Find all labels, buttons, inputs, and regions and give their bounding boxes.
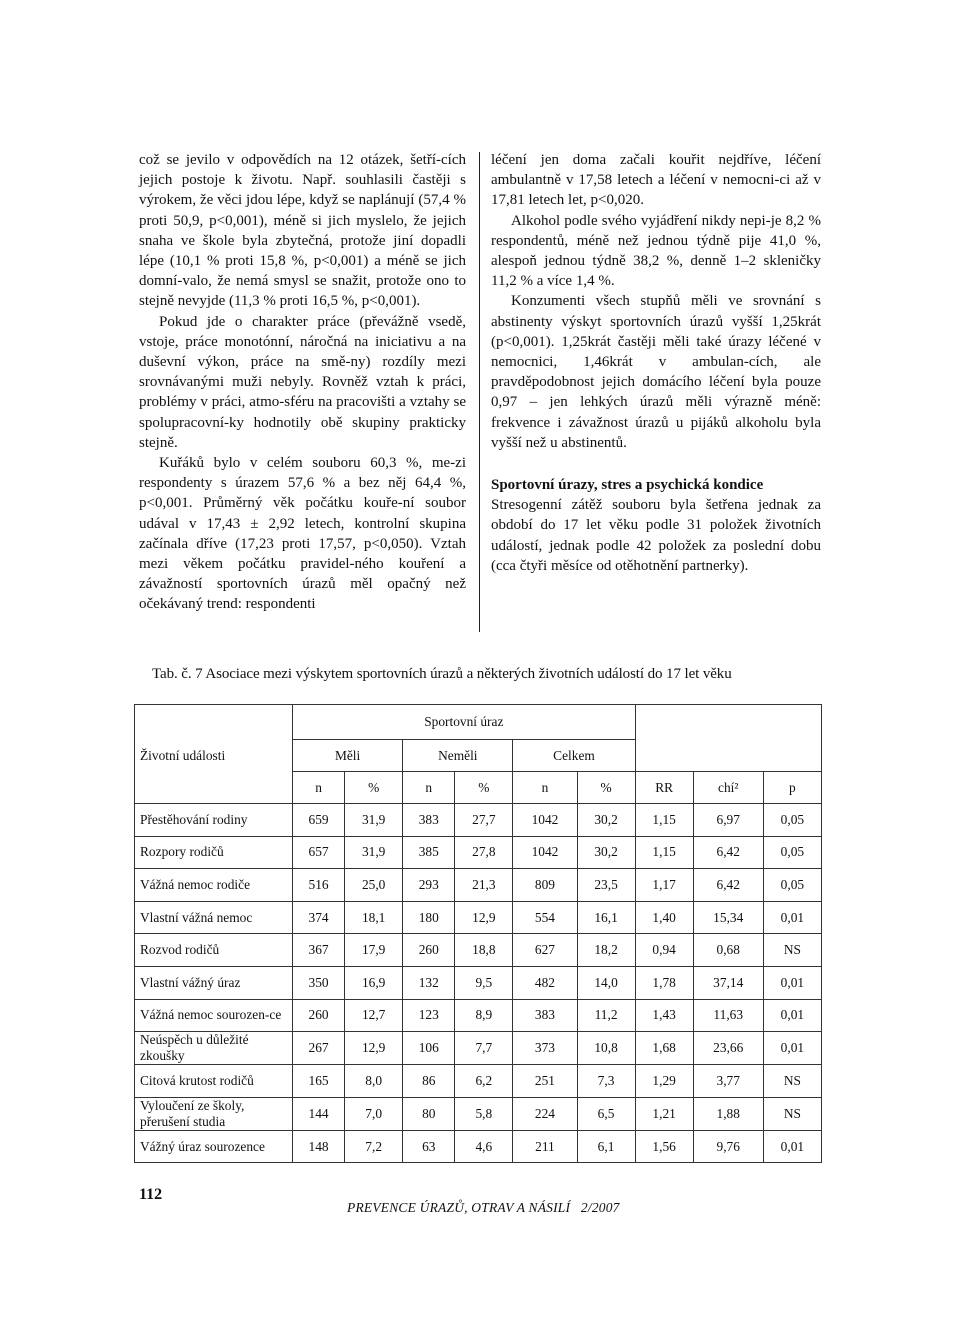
journal-footer: PREVENCE ÚRAZŮ, OTRAV A NÁSILÍ 2/2007 <box>347 1200 620 1215</box>
value-cell: 385 <box>403 836 455 869</box>
value-cell: 267 <box>293 1032 345 1065</box>
event-cell: Vážná nemoc rodiče <box>135 869 293 902</box>
empty-header-cell <box>135 705 293 740</box>
value-cell: 31,9 <box>345 836 403 869</box>
column-header: % <box>577 772 635 804</box>
value-cell: 482 <box>513 966 577 999</box>
table-row <box>135 934 822 967</box>
value-cell: 80 <box>403 1097 455 1130</box>
value-cell: 12,9 <box>345 1032 403 1065</box>
value-cell: 1,56 <box>635 1130 693 1163</box>
event-cell: Vyloučení ze školy, přerušení studia <box>135 1097 293 1130</box>
table-row <box>135 869 822 902</box>
value-cell: 132 <box>403 966 455 999</box>
column-header: % <box>455 772 513 804</box>
value-cell: 0,05 <box>763 804 821 837</box>
value-cell: 37,14 <box>693 966 763 999</box>
value-cell: 23,5 <box>577 869 635 902</box>
value-cell: 30,2 <box>577 804 635 837</box>
value-cell: 0,05 <box>763 836 821 869</box>
paragraph: Konzumenti všech stupňů měli ve srovnání s abstinenty výskyt sportovních úrazů vyšší 1,25krát (p<0,001). 1,25krát častěji měli také úrazy léčené v nemocnici, 1,46krát v ambulan-cích, ale pravděpodobnost jejich domácího léčení byla pouze 0,97 – jen lehkých úrazů měli výrazně méně: frekvence i závažnost úrazů u pijáků alkoholu byla vyšší než u abstinentů. <box>491 293 821 451</box>
value-cell: 30,2 <box>577 836 635 869</box>
section-heading: Sportovní úrazy, stres a psychická kondice <box>491 477 764 494</box>
value-cell: 12,7 <box>345 999 403 1032</box>
value-cell: 627 <box>513 934 577 967</box>
value-cell: 27,7 <box>455 804 513 837</box>
value-cell: 15,34 <box>693 901 763 934</box>
paragraph: Kuřáků bylo v celém souboru 60,3 %, me-zi respondenty s úrazem 57,6 % a bez něj 64,4 %, p<0,001. Průměrný věk počátku kouře-ní soubor udával v 17,43 ± 2,92 letech, kontrolní skupina začínala dříve (17,23 proti 17,57, p<0,050). Vztah mezi věkem počátku pravidel-ného kouření a závažností sportovních úrazů měl opačný než očekávaný trend: respondenti <box>139 455 466 613</box>
value-cell: 7,3 <box>577 1065 635 1098</box>
value-cell: 1,21 <box>635 1097 693 1130</box>
event-cell: Rozvod rodičů <box>135 934 293 967</box>
event-cell: Citová krutost rodičů <box>135 1065 293 1098</box>
group-header: Sportovní úraz <box>293 705 636 740</box>
value-cell: 4,6 <box>455 1130 513 1163</box>
value-cell: 251 <box>513 1065 577 1098</box>
value-cell: 0,01 <box>763 999 821 1032</box>
value-cell: NS <box>763 1097 821 1130</box>
table-row <box>135 804 822 837</box>
column-header: chí² <box>693 772 763 804</box>
column-header: n <box>293 772 345 804</box>
column-header: n <box>403 772 455 804</box>
value-cell: 27,8 <box>455 836 513 869</box>
value-cell: 260 <box>403 934 455 967</box>
value-cell: 383 <box>403 804 455 837</box>
paragraph: Stresogenní zátěž souboru byla šetřena jednak za období do 17 let věku podle 31 položek životních událostí, jednak podle 42 položek za poslední dobu (cca čtyři měsíce od otěhotnění partnerky). <box>491 497 821 574</box>
value-cell: 0,01 <box>763 966 821 999</box>
value-cell: 350 <box>293 966 345 999</box>
value-cell: 10,8 <box>577 1032 635 1065</box>
value-cell: 8,0 <box>345 1065 403 1098</box>
value-cell: 383 <box>513 999 577 1032</box>
value-cell: 9,5 <box>455 966 513 999</box>
table-row <box>135 966 822 999</box>
value-cell: 367 <box>293 934 345 967</box>
value-cell: 1,40 <box>635 901 693 934</box>
paragraph: což se jevilo v odpovědích na 12 otázek, šetří-cích jejich postoje k životu. Např. souhlasili častěji s výrokem, že věci jdou lépe, když se naplánují (57,4 % proti 50,9, p<0,001), méně si jich myslelo, že jejich snaha ve škole byla zbytečná, protože jiní dopadli lépe (10,1 % proti 15,8 %, p<0,001) a méně se jich domní-valo, že nemá smysl se snažit, protože ono to stejně nevyjde (11,3 % proti 16,5 %, p<0,001). <box>139 152 466 310</box>
event-cell: Vážná nemoc sourozen-ce <box>135 999 293 1032</box>
table-row <box>135 901 822 934</box>
event-cell: Vlastní vážná nemoc <box>135 901 293 934</box>
value-cell: 516 <box>293 869 345 902</box>
value-cell: 211 <box>513 1130 577 1163</box>
table-row <box>135 1065 822 1098</box>
value-cell: 224 <box>513 1097 577 1130</box>
column-header: RR <box>635 772 693 804</box>
value-cell: 11,2 <box>577 999 635 1032</box>
value-cell: 6,42 <box>693 836 763 869</box>
value-cell: 1,17 <box>635 869 693 902</box>
value-cell: 6,2 <box>455 1065 513 1098</box>
table-row <box>135 1130 822 1163</box>
subgroup-header: Celkem <box>513 740 635 772</box>
value-cell: 25,0 <box>345 869 403 902</box>
value-cell: 1042 <box>513 804 577 837</box>
value-cell: 0,01 <box>763 901 821 934</box>
value-cell: 1,78 <box>635 966 693 999</box>
table-row <box>135 999 822 1032</box>
value-cell: 7,2 <box>345 1130 403 1163</box>
data-table <box>134 704 822 1163</box>
paragraph: léčení jen doma začali kouřit nejdříve, léčení ambulantně v 17,58 letech a léčení v nemocni-ci až v 17,81 letech let, p<0,020. <box>491 152 821 209</box>
value-cell: 106 <box>403 1032 455 1065</box>
value-cell: 9,76 <box>693 1130 763 1163</box>
value-cell: 1,43 <box>635 999 693 1032</box>
value-cell: 7,7 <box>455 1032 513 1065</box>
value-cell: 180 <box>403 901 455 934</box>
value-cell: 144 <box>293 1097 345 1130</box>
left-column <box>139 150 466 615</box>
value-cell: 659 <box>293 804 345 837</box>
value-cell: 1,68 <box>635 1032 693 1065</box>
event-cell: Rozpory rodičů <box>135 836 293 869</box>
paragraph: Alkohol podle svého vyjádření nikdy nepi-je 8,2 % respondentů, méně než jednou týdně pije 41,0 %, alespoň jednou týdně 38,2 %, denně 1–2 skleničky 11,2 % a více 1,4 %. <box>491 212 821 290</box>
value-cell: 809 <box>513 869 577 902</box>
table-row <box>135 1032 822 1065</box>
event-cell: Přestěhování rodiny <box>135 804 293 837</box>
column-divider <box>479 152 480 632</box>
empty-header-cell <box>635 705 821 740</box>
value-cell: 5,8 <box>455 1097 513 1130</box>
value-cell: 21,3 <box>455 869 513 902</box>
value-cell: 123 <box>403 999 455 1032</box>
value-cell: 18,2 <box>577 934 635 967</box>
value-cell: 63 <box>403 1130 455 1163</box>
value-cell: NS <box>763 934 821 967</box>
subgroup-header: Neměli <box>403 740 513 772</box>
right-column <box>491 150 821 576</box>
value-cell: 554 <box>513 901 577 934</box>
row-header: Životní události <box>135 740 293 772</box>
value-cell: 17,9 <box>345 934 403 967</box>
value-cell: 1,15 <box>635 836 693 869</box>
event-cell: Vlastní vážný úraz <box>135 966 293 999</box>
value-cell: 165 <box>293 1065 345 1098</box>
value-cell: 0,01 <box>763 1130 821 1163</box>
value-cell: 6,5 <box>577 1097 635 1130</box>
value-cell: 1,88 <box>693 1097 763 1130</box>
event-cell: Neúspěch u důležité zkoušky <box>135 1032 293 1065</box>
table-row <box>135 836 822 869</box>
value-cell: 0,68 <box>693 934 763 967</box>
column-header: % <box>345 772 403 804</box>
column-header: n <box>513 772 577 804</box>
value-cell: 23,66 <box>693 1032 763 1065</box>
page-number: 112 <box>139 1186 163 1203</box>
table-caption: Tab. č. 7 Asociace mezi výskytem sportovních úrazů a některých životních událostí do 17 let věku <box>152 666 732 682</box>
value-cell: 0,94 <box>635 934 693 967</box>
paragraph: Pokud jde o charakter práce (převážně vsedě, vstoje, práce monotónní, náročná na iniciativu a na duševní výkon, práce na smě-ny) rozdíly mezi srovnávanými muži nebyly. Rovněž vztah k práci, problémy v práci, atmo-sféru na pracovišti a vztahy se spolupracovní-ky hodnotily obě skupiny prakticky stejně. <box>139 313 466 451</box>
value-cell: 373 <box>513 1032 577 1065</box>
value-cell: 16,9 <box>345 966 403 999</box>
value-cell: 14,0 <box>577 966 635 999</box>
value-cell: 3,77 <box>693 1065 763 1098</box>
value-cell: 1,15 <box>635 804 693 837</box>
value-cell: 0,01 <box>763 1032 821 1065</box>
event-cell: Vážný úraz sourozence <box>135 1130 293 1163</box>
value-cell: 1042 <box>513 836 577 869</box>
value-cell: 6,1 <box>577 1130 635 1163</box>
value-cell: 260 <box>293 999 345 1032</box>
value-cell: 16,1 <box>577 901 635 934</box>
empty-header-cell <box>635 740 821 772</box>
value-cell: 293 <box>403 869 455 902</box>
table-row <box>135 1097 822 1130</box>
value-cell: 31,9 <box>345 804 403 837</box>
value-cell: 18,8 <box>455 934 513 967</box>
table-body <box>135 804 822 1163</box>
value-cell: 6,42 <box>693 869 763 902</box>
value-cell: 18,1 <box>345 901 403 934</box>
value-cell: 0,05 <box>763 869 821 902</box>
value-cell: 374 <box>293 901 345 934</box>
value-cell: 8,9 <box>455 999 513 1032</box>
value-cell: 12,9 <box>455 901 513 934</box>
empty-header-cell <box>135 772 293 804</box>
value-cell: NS <box>763 1065 821 1098</box>
value-cell: 1,29 <box>635 1065 693 1098</box>
value-cell: 657 <box>293 836 345 869</box>
subgroup-header: Měli <box>293 740 403 772</box>
value-cell: 86 <box>403 1065 455 1098</box>
value-cell: 148 <box>293 1130 345 1163</box>
value-cell: 6,97 <box>693 804 763 837</box>
value-cell: 7,0 <box>345 1097 403 1130</box>
column-header: p <box>763 772 821 804</box>
value-cell: 11,63 <box>693 999 763 1032</box>
